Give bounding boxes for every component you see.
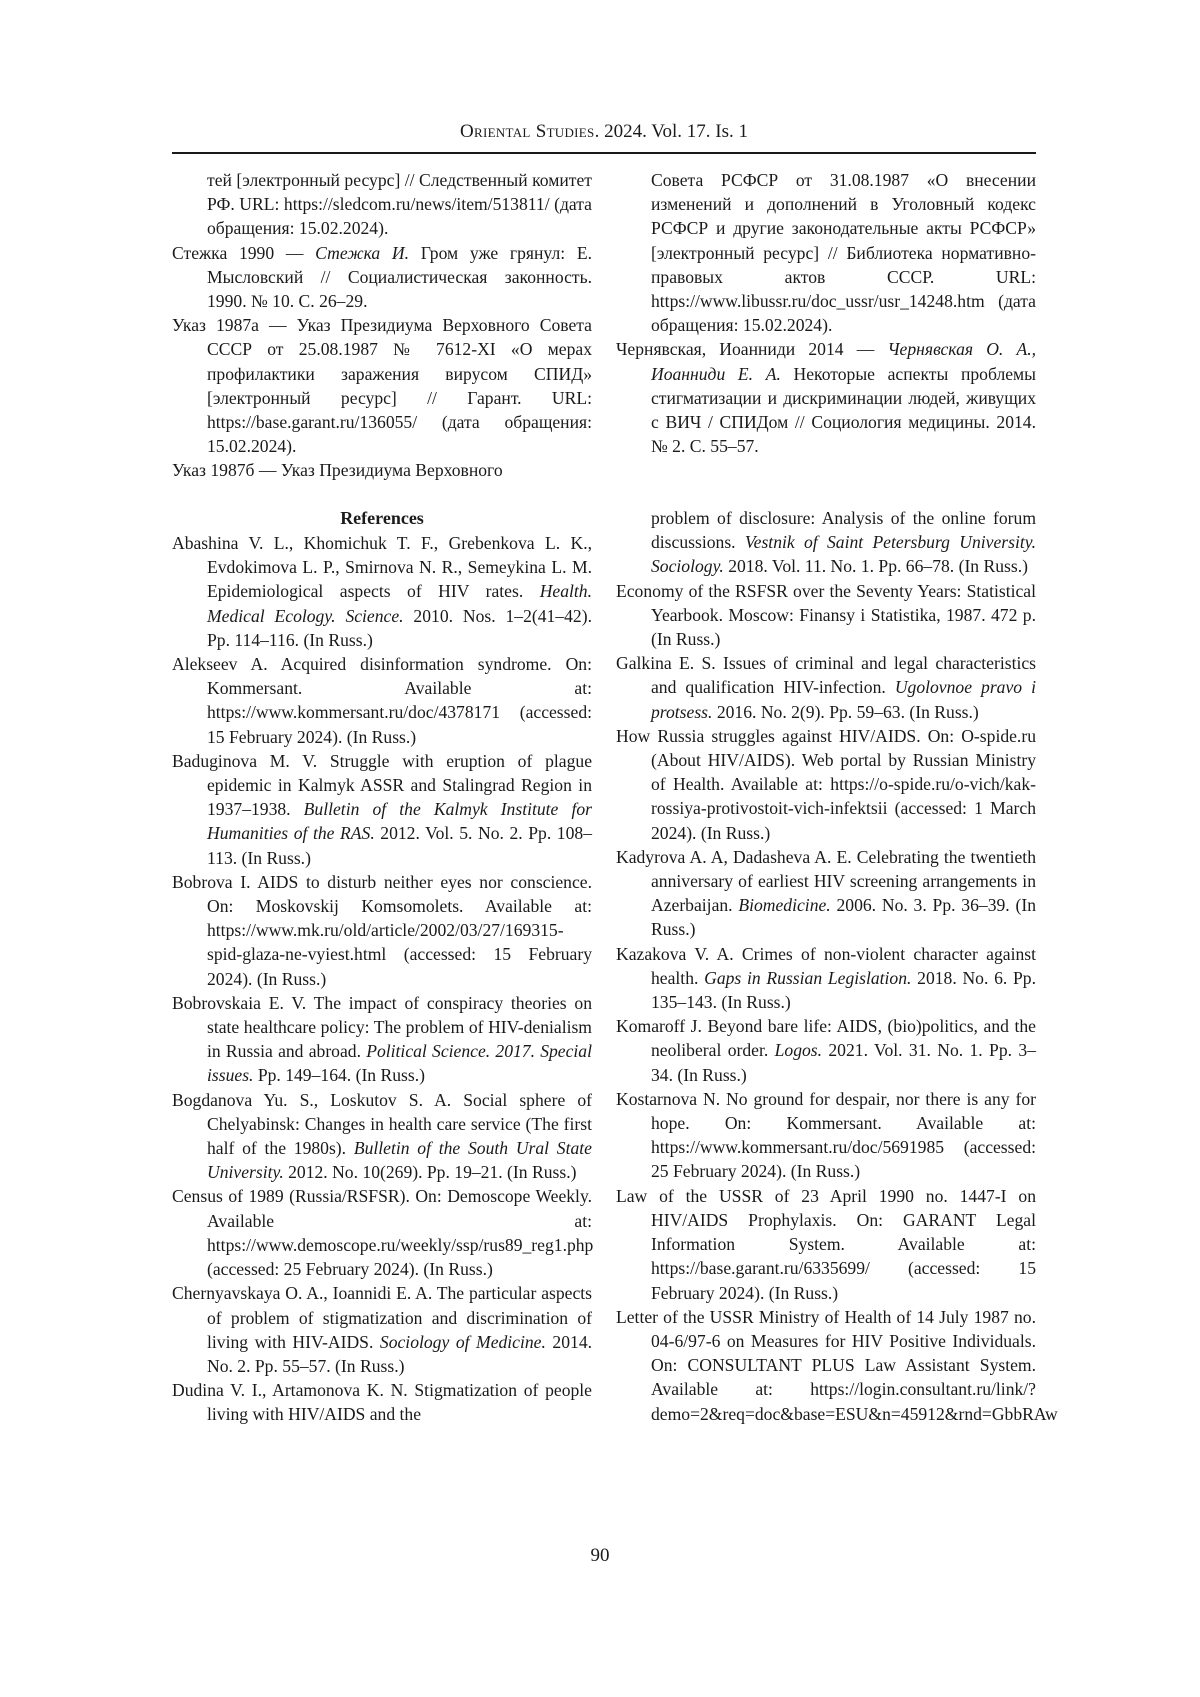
- reference-entry: [172, 652, 592, 749]
- reference-entry-continued: [616, 506, 1036, 579]
- reference-text: Bobrovskaia E. V. The impact of conspiracy theories on state healthcare policy: The problem of HIV-denialism in Russia and abroad.: [172, 992, 592, 1062]
- reference-entry: [616, 845, 1036, 942]
- reference-text: Alekseev A. Acquired disinformation syndrome. On: Kommersant. Available at: https://www.kommersant.ru/doc/4378171 (accessed: 15 February 2024). (In Russ.): [172, 654, 592, 747]
- reference-text: Komaroff J. Beyond bare life: AIDS, (bio)politics, and the neoliberal order.: [616, 1016, 1036, 1061]
- reference-text: Baduginova M. V. Struggle with eruption of plague epidemic in Kalmyk ASSR and Stalingrad Region in 1937–1938.: [172, 750, 592, 820]
- reference-text: 2016. No. 2(9). Pp. 59–63. (In Russ.): [712, 701, 979, 722]
- reference-italic-text: Bulletin of the Kalmyk Institute for Humanities of the RAS.: [207, 799, 592, 844]
- reference-text: Kadyrova A. A, Dadasheva A. E. Celebrating the twentieth anniversary of earliest HIV screening arrangements in Azerbaijan.: [616, 846, 1036, 916]
- reference-text: 2012. No. 10(269). Pp. 19–21. (In Russ.): [283, 1162, 577, 1183]
- reference-text: 2021. Vol. 31. No. 1. Pp. 3–34. (In Russ.): [651, 1040, 1036, 1085]
- reference-entry: [172, 531, 592, 652]
- reference-italic-text: Political Science. 2017. Special issues.: [207, 1041, 592, 1086]
- reference-text: 2014. No. 2. Pp. 55–57. (In Russ.): [207, 1331, 593, 1376]
- reference-text: Kazakova V. A. Crimes of non-violent character against health.: [616, 943, 1036, 988]
- reference-text: Стежка 1990 —: [172, 242, 316, 263]
- reference-text: Некоторые аспекты проблемы стигматизации и дискриминации людей, живущих с ВИЧ / СПИДом // Социология медицины. 2014. № 2. С. 55–57.: [651, 363, 1037, 457]
- reference-entry: [172, 749, 592, 870]
- reference-entry: [172, 1378, 592, 1426]
- reference-italic-text: Ugolovnoe pravo i protsess.: [651, 677, 1036, 722]
- reference-entry: [616, 337, 1036, 458]
- reference-text: 2018. No. 6. Pp. 135–143. (In Russ.): [651, 967, 1036, 1013]
- reference-entry: [616, 724, 1036, 845]
- issue-info: . 2024. Vol. 17. Is. 1: [594, 121, 749, 142]
- reference-italic-text: Стежка И.: [315, 242, 410, 263]
- reference-text: Law of the USSR of 23 April 1990 no. 1447-I on HIV/AIDS Prophylaxis. On: GARANT Legal Information System. Available at: https://base.garant.ru/6335699/ (accessed: 15 February 2024). (In Russ.): [616, 1185, 1036, 1303]
- reference-text: тей [электронный ресурс] // Следственный комитет РФ. URL: https://sledcom.ru/news/item/513811/ (дата обращения: 15.02.2024).: [207, 170, 592, 239]
- reference-text: Указ 1987б — Указ Президиума Верховного: [172, 460, 503, 481]
- reference-entry: [172, 870, 592, 991]
- reference-text: Dudina V. I., Artamonova K. N. Stigmatization of people living with HIV/AIDS and the: [172, 1380, 592, 1425]
- reference-entry-continued: [172, 168, 592, 241]
- reference-text: 2010. Nos. 1–2(41–42). Pp. 114–116. (In Russ.): [207, 605, 592, 650]
- running-header: [172, 120, 1036, 144]
- reference-text: Bobrova I. AIDS to disturb neither eyes nor conscience. On: Moskovskij Komsomolets. Available at: https://www.mk.ru/old/article/2002/03/27/169315-spid-glaza-ne-vyiest.html (accessed: 15 February 2024). (In Russ.): [172, 871, 592, 989]
- reference-entry: [616, 579, 1036, 652]
- reference-text: Совета РСФСР от 31.08.1987 «О внесении изменений и дополнений в Уголовный кодекс РСФСР и другие законодательные акты РСФСР» [электронный ресурс] // Библиотека нормативно-правовых актов СССР. URL: https://www.libussr.ru/doc_ussr/usr_14248.htm (дата обращения: 15.02.2024).: [651, 170, 1036, 336]
- reference-text: Указ 1987а — Указ Президиума Верховного Совета СССР от 25.08.1987 № 7612-XI «О мерах профилактики заражения вирусом СПИД» [электронный ресурс] // Гарант. URL: https://base.garant.ru/136055/ (дата обращения: 15.02.2024).: [172, 315, 592, 457]
- references-heading: References: [340, 508, 424, 528]
- reference-entry: [616, 1305, 1058, 1426]
- reference-text: Economy of the RSFSR over the Seventy Years: Statistical Yearbook. Moscow: Finansy i Statistika, 1987. 472 p. (In Russ.): [616, 580, 1036, 650]
- reference-entry: [616, 1014, 1036, 1087]
- reference-text: Census of 1989 (Russia/RSFSR). On: Demoscope Weekly. Available at: https://www.demoscope.ru/weekly/ssp/rus89_reg1.php (accessed: 25 February 2024). (In Russ.): [172, 1186, 594, 1280]
- reference-text: 2012. Vol. 5. No. 2. Pp. 108–113. (In Russ.): [207, 823, 592, 868]
- reference-text: 2018. Vol. 11. No. 1. Pp. 66–78. (In Russ.): [723, 556, 1028, 577]
- reference-entry: [616, 1184, 1036, 1305]
- russian-sources-left-column: [172, 168, 592, 483]
- references-left-list: [172, 531, 592, 1427]
- reference-entry: [616, 1087, 1036, 1184]
- reference-entry-continued: [616, 168, 1036, 337]
- reference-text: Гром уже грянул: Е. Мысловский // Социалистическая законность. 1990. № 10. С. 26–29.: [207, 242, 592, 312]
- reference-entry: [172, 241, 592, 314]
- reference-text: Chernyavskaya O. A., Ioannidi E. A. The particular aspects of problem of stigmatization and discrimination of living with HIV-AIDS.: [172, 1283, 592, 1352]
- reference-entry: [172, 1281, 592, 1378]
- reference-text: How Russia struggles against HIV/AIDS. On: O-spide.ru (About HIV/AIDS). Web portal by Russian Ministry of Health. Available at: https://o-spide.ru/o-vich/kak-rossiya-protivostoit-vich-infektsii (accessed: 1 March 2024). (In Russ.): [616, 725, 1036, 843]
- reference-text: Letter of the USSR Ministry of Health of 14 July 1987 no. 04-6/97-6 on Measures for HIV Positive Individuals. On: CONSULTANT PLUS Law Assistant System. Available at: https://login.consultant.ru/link/?demo=2&req=doc&base=ESU&n=45912&rnd=GbbRAw: [616, 1306, 1058, 1424]
- reference-entry: [172, 991, 592, 1088]
- reference-italic-text: Biomedicine.: [738, 895, 831, 916]
- reference-text: problem of disclosure: Analysis of the online forum discussions.: [651, 508, 1036, 553]
- russian-sources-right-column: [616, 168, 1036, 458]
- reference-italic-text: Bulletin of the South Ural State University.: [207, 1138, 592, 1183]
- reference-entry: [172, 1184, 592, 1281]
- reference-entry: [172, 313, 592, 458]
- reference-entry: [616, 942, 1036, 1015]
- reference-text: Bogdanova Yu. S., Loskutov S. A. Social sphere of Chelyabinsk: Changes in health care service (The first half of the 1980s).: [172, 1089, 592, 1159]
- reference-text: Чернявская, Иоанниди 2014 —: [616, 339, 888, 360]
- reference-italic-text: Gaps in Russian Legislation.: [704, 967, 912, 988]
- page-number: 90: [590, 1545, 610, 1566]
- reference-entry: [616, 651, 1036, 724]
- reference-text: Abashina V. L., Khomichuk T. F., Grebenkova L. K., Evdokimova L. P., Smirnova N. R., Semeykina L. M. Epidemiological aspects of HIV rates.: [172, 533, 592, 602]
- journal-title: Oriental Studies: [459, 121, 595, 142]
- reference-entry: [172, 1088, 592, 1185]
- reference-text: Galkina E. S. Issues of criminal and legal characteristics and qualification HIV-infection.: [616, 653, 1036, 698]
- reference-entry: [172, 458, 592, 482]
- header-rule: [172, 152, 1036, 154]
- reference-italic-text: Logos.: [774, 1040, 823, 1061]
- reference-text: Pp. 149–164. (In Russ.): [253, 1065, 425, 1086]
- reference-text: Kostarnova N. No ground for despair, nor there is any for hope. On: Kommersant. Available at: https://www.kommersant.ru/doc/5691985 (accessed: 25 February 2024). (In Russ.): [616, 1088, 1036, 1182]
- reference-italic-text: Vestnik of Saint Petersburg University. Sociology.: [651, 532, 1036, 577]
- reference-italic-text: Sociology of Medicine.: [379, 1331, 546, 1352]
- reference-text: 2006. No. 3. Pp. 36–39. (In Russ.): [651, 895, 1036, 940]
- references-right-column: [616, 506, 1058, 1426]
- reference-italic-text: Health. Medical Ecology. Science.: [207, 581, 592, 626]
- references-left-column: [172, 506, 592, 1427]
- reference-italic-text: Чернявская О. А., Иоанниди Е. А.: [651, 339, 1036, 384]
